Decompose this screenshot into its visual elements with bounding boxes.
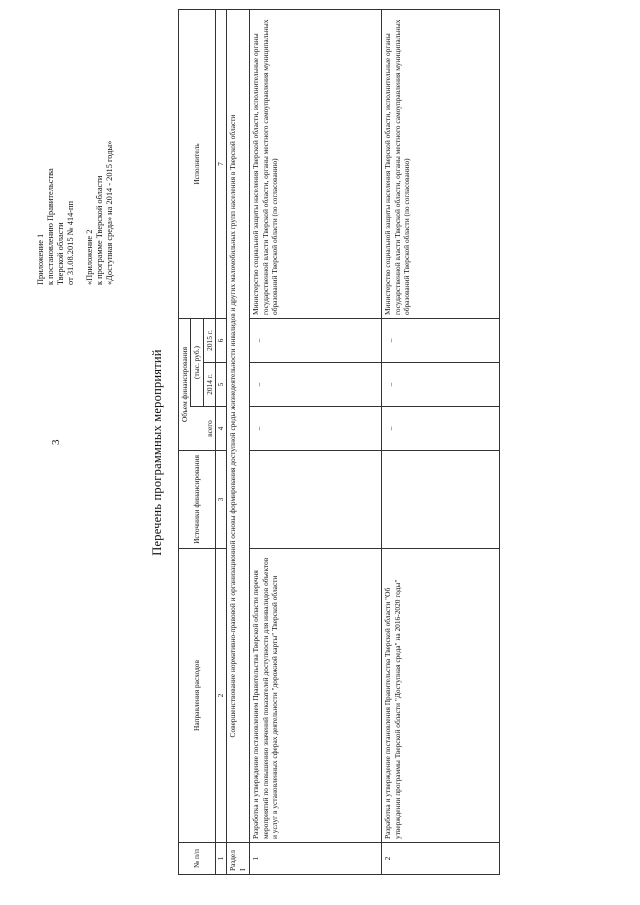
table-row bbox=[382, 9, 500, 874]
row-2015: – bbox=[250, 318, 382, 362]
section-label: Раздел I bbox=[227, 843, 250, 875]
appendix-line: Приложение 1 bbox=[36, 233, 45, 285]
measures-table bbox=[178, 9, 500, 875]
appendix-line: «Доступная среда» на 2014 - 2015 годы» bbox=[105, 140, 114, 285]
header-2015: 2015 г. bbox=[203, 318, 215, 362]
section-row bbox=[227, 9, 250, 874]
appendix-block bbox=[36, 45, 115, 285]
row-2015: – bbox=[382, 318, 500, 362]
column-number: 4 bbox=[216, 407, 227, 451]
appendix-line: «Приложение 2 bbox=[85, 229, 94, 285]
row-num: 1 bbox=[250, 843, 382, 875]
table-row bbox=[250, 9, 382, 874]
row-total: – bbox=[382, 407, 500, 451]
row-direction: Разработка и утверждение постановлением Правительства Тверской области перечня мероприятий по повышению значений показателей доступности для инвалидов объектов и услуг в установленных сферах деятельности "дорожной карты" Тверской области bbox=[250, 549, 382, 843]
row-2014: – bbox=[382, 363, 500, 407]
appendix-line: к программе Тверской области bbox=[95, 175, 104, 285]
header-total: всего bbox=[203, 407, 215, 451]
column-number: 6 bbox=[216, 318, 227, 362]
row-2014: – bbox=[250, 363, 382, 407]
row-num: 2 bbox=[382, 843, 500, 875]
page-number: 3 bbox=[50, 439, 62, 445]
row-executor: Министерство социальной защиты населения Тверской области, исполнительные органы государственной власти Тверской области, органы местного самоуправления муниципальных образований Тверской области (по согласованию) bbox=[382, 9, 500, 318]
row-direction: Разработка и утверждение постановления Правительства Тверской области "Об утверждении программы Тверской области "Доступная среда" на 2016-2020 годы" bbox=[382, 549, 500, 843]
column-number: 2 bbox=[216, 549, 227, 843]
appendix-line: от 31.08.2015 № 414-пп bbox=[66, 200, 75, 285]
row-executor: Министерство социальной защиты населения Тверской области, исполнительные органы государственной власти Тверской области, органы местного самоуправления муниципальных образований Тверской области (по согласованию) bbox=[250, 9, 382, 318]
column-number-row bbox=[216, 9, 227, 874]
row-source bbox=[382, 451, 500, 549]
column-number: 1 bbox=[216, 843, 227, 875]
header-volume: Объем финансирования bbox=[179, 318, 191, 450]
header-direction: Направления расходов bbox=[179, 549, 216, 843]
header-unit: (тыс. руб.) bbox=[191, 318, 203, 406]
appendix-line: Тверской области bbox=[56, 222, 65, 285]
row-source bbox=[250, 451, 382, 549]
page-title: Перечень программных мероприятий bbox=[150, 349, 164, 556]
section-text: Совершенствование нормативно-правовой и организационной основы формирования доступной среды жизнедеятельности инвалидов и других маломобильных групп населения в Тверской области bbox=[227, 9, 250, 842]
header-executor: Исполнитель bbox=[179, 9, 216, 318]
header-num: № п/п bbox=[179, 843, 216, 875]
column-number: 7 bbox=[216, 9, 227, 318]
row-total: – bbox=[250, 407, 382, 451]
header-2014: 2014 г. bbox=[203, 363, 215, 407]
column-number: 5 bbox=[216, 363, 227, 407]
header-source: Источники финансирования bbox=[179, 451, 216, 549]
appendix-line: к постановлению Правительства bbox=[46, 168, 55, 285]
column-number: 3 bbox=[216, 451, 227, 549]
